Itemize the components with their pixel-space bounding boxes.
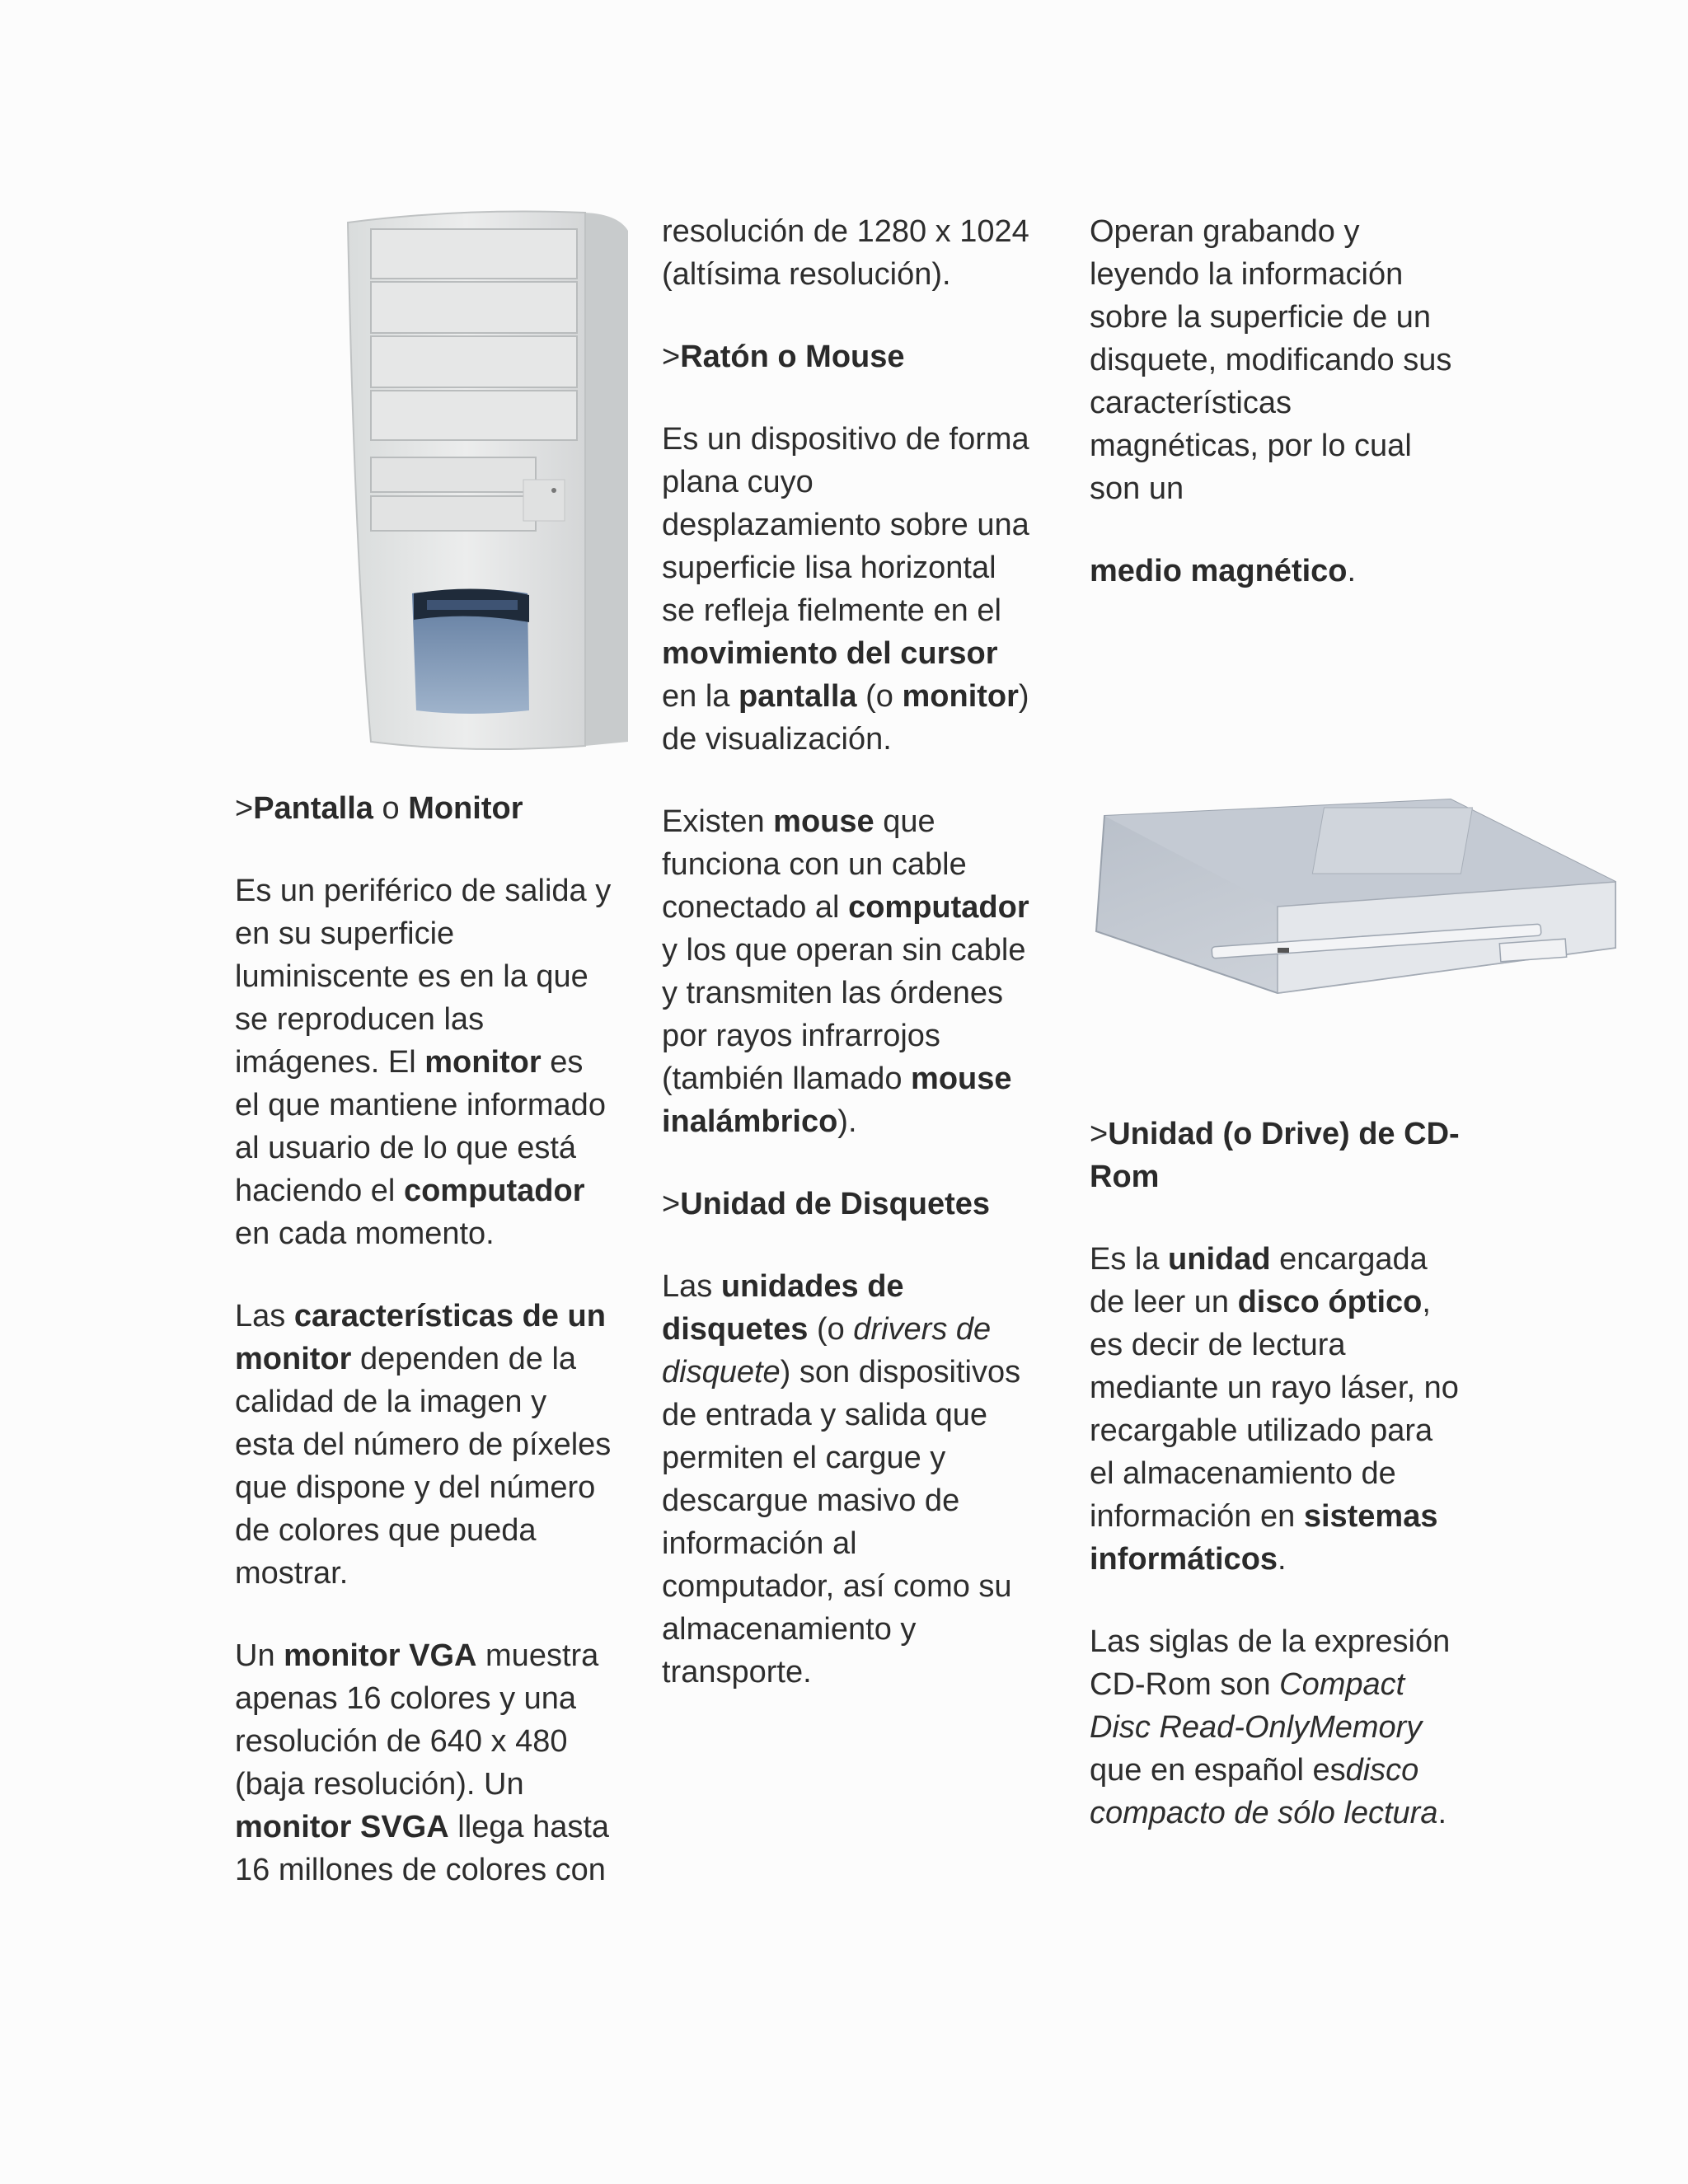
heading-raton-mouse: >Ratón o Mouse [662, 340, 905, 374]
paragraph-disquetes-definition: Las unidades de disquetes (o drivers de disquete) son dispositivos de entrada y salida que permiten el cargue y descargue masivo de información al computador, así como su almacenamiento y transporte. [662, 1269, 1021, 1690]
paragraph-disquetes-operation: Operan grabando y leyendo la información sobre la superficie de un disquete, modificando sus características magnéticas, por lo cual son un [1090, 214, 1452, 506]
paragraph-monitor-definition: Es un periférico de salida y en su superficie luminiscente es en la que se reproducen las imágenes. El monitor es el que mantiene informado al usuario de lo que está haciendo el computador en cada momento. [235, 874, 612, 1251]
column-2 [662, 210, 1033, 1733]
paragraph-medio-magnetico: medio magnético. [1090, 554, 1357, 588]
column-3 [1090, 210, 1461, 632]
paragraph-cdrom-definition: Es la unidad encargada de leer un disco óptico, es decir de lectura mediante un rayo láser, no recargable utilizado para el almacenamiento de información en sistemas informáticos. [1090, 1242, 1459, 1577]
floppy-drive-image [1088, 791, 1624, 1022]
column-1 [235, 787, 614, 1931]
paragraph-resolution-continued: resolución de 1280 x 1024 (altísima resolución). [662, 214, 1029, 292]
computer-tower-image [338, 206, 635, 750]
heading-pantalla-monitor: >Pantalla o Monitor [235, 791, 523, 826]
paragraph-monitor-vga: Un monitor VGA muestra apenas 16 colores y una resolución de 640 x 480 (baja resolución). Un monitor SVGA llega hasta 16 millones de colores con [235, 1638, 610, 1887]
paragraph-mouse-types: Existen mouse que funciona con un cable conectado al computador y los que operan sin cable y transmiten las órdenes por rayos infrarrojos (también llamado mouse inalámbrico). [662, 804, 1029, 1139]
heading-unidad-disquetes: >Unidad de Disquetes [662, 1187, 991, 1221]
paragraph-cdrom-acronym: Las siglas de la expresión CD-Rom son Compact Disc Read-OnlyMemory que en español esdisco compacto de sólo lectura. [1090, 1624, 1451, 1830]
paragraph-monitor-characteristics: Las características de un monitor dependen de la calidad de la imagen y esta del número de píxeles que dispone y del número de colores que pueda mostrar. [235, 1299, 612, 1591]
paragraph-mouse-definition: Es un dispositivo de forma plana cuyo desplazamiento sobre una superficie lisa horizontal se refleja fielmente en el movimiento del cursor en la pantalla (o monitor) de visualización. [662, 422, 1029, 757]
heading-unidad-cdrom: >Unidad (o Drive) de CD-Rom [1090, 1117, 1460, 1194]
column-3-lower [1090, 1113, 1461, 1874]
